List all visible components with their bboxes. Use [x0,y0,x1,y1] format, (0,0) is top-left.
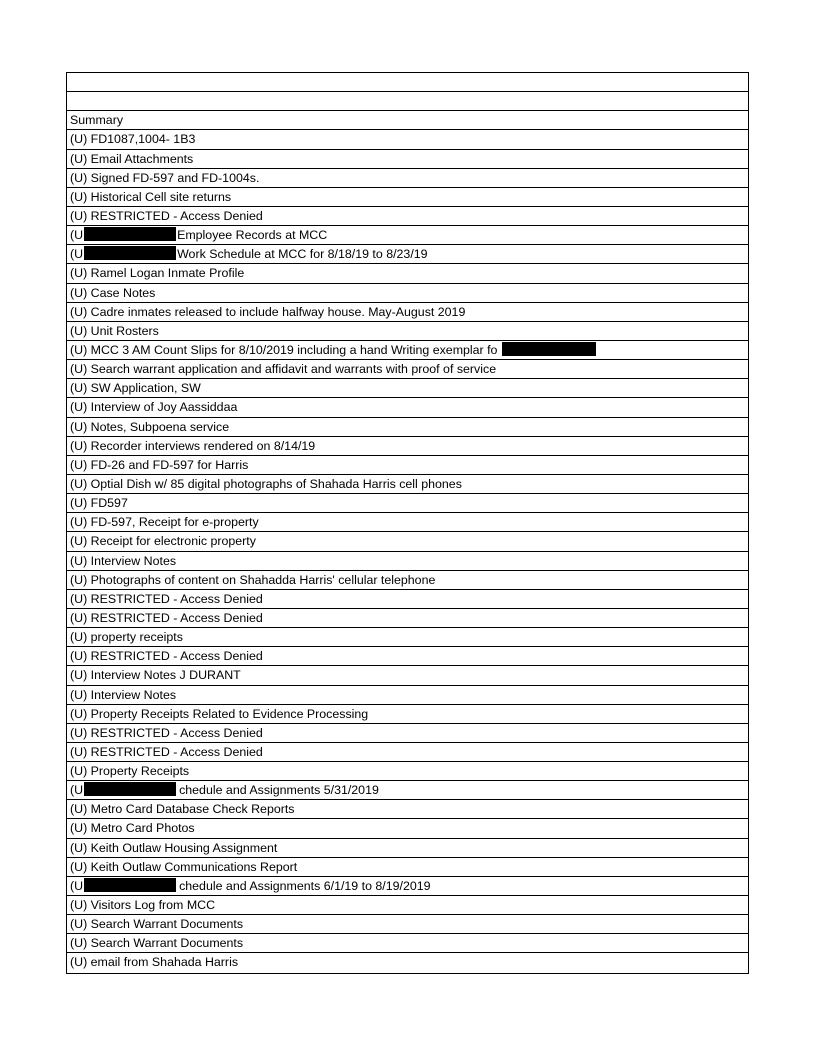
redaction-bar [84,246,176,260]
document-table [66,72,749,974]
table-row: (U) Interview Notes [67,686,748,705]
row-suffix: chedule and Assignments 5/31/2019 [179,783,379,798]
row-suffix: Employee Records at MCC [177,228,328,243]
table-row: (U) Interview Notes [67,552,748,571]
row-prefix: (U [70,783,84,798]
table-row-redacted [67,341,748,360]
table-row: (U) Search Warrant Documents [67,915,748,934]
table-row: (U) Search Warrant Documents [67,934,748,953]
row-prefix: (U [70,878,84,893]
row-prefix: (U [70,247,84,262]
table-row: (U) Recorder interviews rendered on 8/14/19 [67,437,748,456]
table-row: (U) email from Shahada Harris [70,955,239,970]
table-row-empty [67,92,748,111]
redaction-bar [84,782,176,796]
table-row: (U) RESTRICTED - Access Denied [67,207,748,226]
table-row: (U) FD597 [67,494,748,513]
table-row: (U) Receipt for electronic property [67,532,748,551]
redaction-bar [84,878,176,892]
table-row: (U) FD-26 and FD-597 for Harris [67,456,748,475]
table-header-summary: Summary [67,111,748,130]
row-suffix: Work Schedule at MCC for 8/18/19 to 8/23/19 [177,247,428,262]
table-row-redacted [67,226,748,245]
row-prefix: (U [70,228,84,243]
table-row-empty [67,73,748,92]
table-row: (U) Keith Outlaw Communications Report [67,858,748,877]
table-row: (U) Property Receipts Related to Evidence Processing [67,705,748,724]
table-row: (U) RESTRICTED - Access Denied [67,647,748,666]
redaction-bar [502,342,596,356]
table-row: (U) Property Receipts [67,762,748,781]
table-row: (U) property receipts [67,628,748,647]
table-row: (U) FD-597, Receipt for e-property [67,513,748,532]
table-row: (U) Notes, Subpoena service [67,418,748,437]
redaction-bar [84,227,176,241]
table-row: (U) RESTRICTED - Access Denied [67,724,748,743]
table-row: (U) Search warrant application and affidavit and warrants with proof of service [67,360,748,379]
table-row: (U) Case Notes [67,284,748,303]
row-suffix: chedule and Assignments 6/1/19 to 8/19/2019 [179,878,431,893]
table-row: (U) SW Application, SW [67,379,748,398]
table-row: (U) RESTRICTED - Access Denied [67,590,748,609]
table-row: (U) Ramel Logan Inmate Profile [67,264,748,283]
table-row-redacted [67,877,748,896]
table-row: (U) Interview Notes J DURANT [67,666,748,685]
row-text: (U) MCC 3 AM Count Slips for 8/10/2019 including a hand Writing exemplar fo [70,342,498,357]
table-row: (U) Interview of Joy Aassiddaa [67,398,748,417]
table-row: (U) Cadre inmates released to include halfway house. May-August 2019 [67,303,748,322]
table-row: (U) Unit Rosters [67,322,748,341]
table-row: (U) RESTRICTED - Access Denied [67,743,748,762]
table-row-redacted [67,245,748,264]
table-row: (U) Email Attachments [67,150,748,169]
table-row: (U) Photographs of content on Shahadda Harris' cellular telephone [67,571,748,590]
table-row: (U) Historical Cell site returns [67,188,748,207]
table-row: (U) Signed FD-597 and FD-1004s. [67,169,748,188]
table-row: (U) Keith Outlaw Housing Assignment [67,839,748,858]
table-row: (U) Optial Dish w/ 85 digital photographs of Shahada Harris cell phones [67,475,748,494]
table-row: (U) Metro Card Photos [67,819,748,838]
table-row: (U) RESTRICTED - Access Denied [67,609,748,628]
table-row-redacted [67,781,748,800]
table-row: (U) Visitors Log from MCC [67,896,748,915]
table-row: (U) Metro Card Database Check Reports [67,800,748,819]
table-row: (U) FD1087,1004- 1B3 [67,130,748,149]
